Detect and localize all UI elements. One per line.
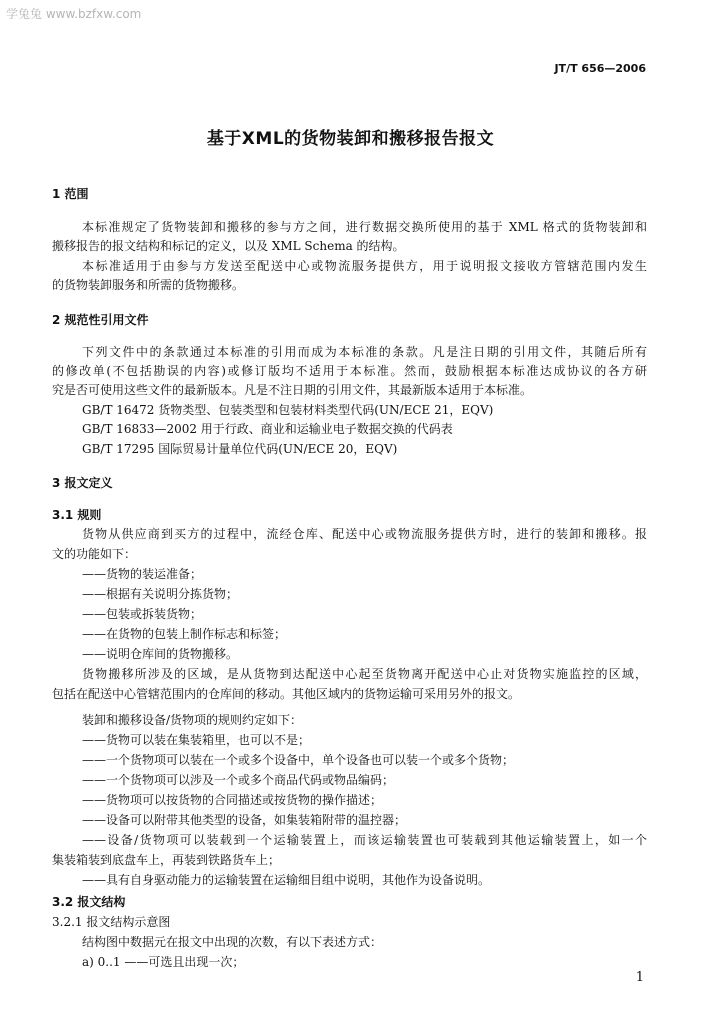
paragraph-line: 结构图中数据元在报文中出现的次数，有以下表述方式： — [82, 935, 383, 949]
section-heading-references: 2 规范性引用文件 — [52, 313, 149, 327]
paragraph-line: 本标准规定了货物装卸和搬移的参与方之间，进行数据交换所使用的基于 XML 格式的货物装卸和 — [82, 220, 647, 234]
section-heading-message-definition: 3 报文定义 — [52, 476, 113, 490]
dash-list-item: ——设备/货物项可以装载到一个运输装置上，而该运输装置也可装载到其他运输装置上，如一个 — [82, 833, 647, 847]
paragraph-line: 的货物装卸服务和所需的货物搬移。 — [52, 278, 245, 292]
subsection-heading-rules: 3.1 规则 — [52, 508, 102, 522]
page-number: 1 — [635, 970, 644, 985]
dash-list-item: ——货物可以装在集装箱里，也可以不是； — [82, 733, 311, 747]
subsection-heading-message-structure: 3.2 报文结构 — [52, 895, 126, 909]
paragraph-line: 的修改单(不包括勘误的内容)或修订版均不适用于本标准。然而，鼓励根据本标准达成协议的各方研 — [52, 364, 647, 378]
watermark: 学兔兔 www.bzfxw.com — [6, 7, 142, 21]
paragraph-line: 究是否可使用这些文件的最新版本。凡是不注日期的引用文件，其最新版本适用于本标准。 — [52, 383, 533, 397]
dash-list-item: ——设备可以附带其他类型的设备，如集装箱附带的温控器； — [82, 813, 407, 827]
paragraph-line: 装卸和搬移设备/货物项的规则约定如下： — [82, 713, 303, 727]
paragraph-line: 集装箱装到底盘车上，再装到铁路货车上； — [52, 853, 281, 867]
paragraph-line: 文的功能如下： — [52, 547, 137, 561]
section-heading-scope: 1 范围 — [52, 187, 89, 201]
paragraph-line: 搬移报告的报文结构和标记的定义，以及 XML Schema 的结构。 — [52, 239, 405, 253]
enumerated-item: a) 0..1 ——可选且出现一次； — [82, 955, 245, 969]
dash-list-item: ——具有自身驱动能力的运输装置在运输细目组中说明，其他作为设备说明。 — [82, 873, 491, 887]
dash-list-item: ——货物的装运准备； — [82, 567, 203, 581]
standard-code: JT/T 656—2006 — [554, 62, 646, 75]
subsection-heading-structure-diagram: 3.2.1 报文结构示意图 — [52, 915, 171, 929]
paragraph-line: 本标准适用于由参与方发送至配送中心或物流服务提供方，用于说明报文接收方管辖范围内发生 — [82, 259, 647, 273]
reference-item: GB/T 17295 国际贸易计量单位代码(UN/ECE 20，EQV) — [82, 442, 398, 456]
paragraph-line: 货物搬移所涉及的区域，是从货物到达配送中心起至货物离开配送中心止对货物实施监控的区域， — [82, 667, 647, 681]
reference-item: GB/T 16472 货物类型、包装类型和包装材料类型代码(UN/ECE 21，EQV) — [82, 403, 494, 417]
paragraph-line: 下列文件中的条款通过本标准的引用而成为本标准的条款。凡是注日期的引用文件，其随后所有 — [82, 345, 647, 359]
dash-list-item: ——在货物的包装上制作标志和标签； — [82, 627, 287, 641]
reference-item: GB/T 16833—2002 用于行政、商业和运输业电子数据交换的代码表 — [82, 422, 453, 436]
dash-list-item: ——根据有关说明分拣货物； — [82, 587, 239, 601]
dash-list-item: ——货物项可以按货物的合同描述或按货物的操作描述； — [82, 793, 383, 807]
document-title: 基于XML的货物装卸和搬移报告报文 — [206, 129, 495, 149]
dash-list-item: ——包装或拆装货物； — [82, 607, 203, 621]
dash-list-item: ——一个货物项可以装在一个或多个设备中，单个设备也可以装一个或多个货物； — [82, 753, 515, 767]
paragraph-line: 货物从供应商到买方的过程中，流经仓库、配送中心或物流服务提供方时，进行的装卸和搬移。报 — [82, 527, 647, 541]
paragraph-line: 包括在配送中心管辖范围内的仓库间的移动。其他区域内的货物运输可采用另外的报文。 — [52, 687, 521, 701]
dash-list-item: ——一个货物项可以涉及一个或多个商品代码或物品编码； — [82, 773, 395, 787]
dash-list-item: ——说明仓库间的货物搬移。 — [82, 647, 239, 661]
